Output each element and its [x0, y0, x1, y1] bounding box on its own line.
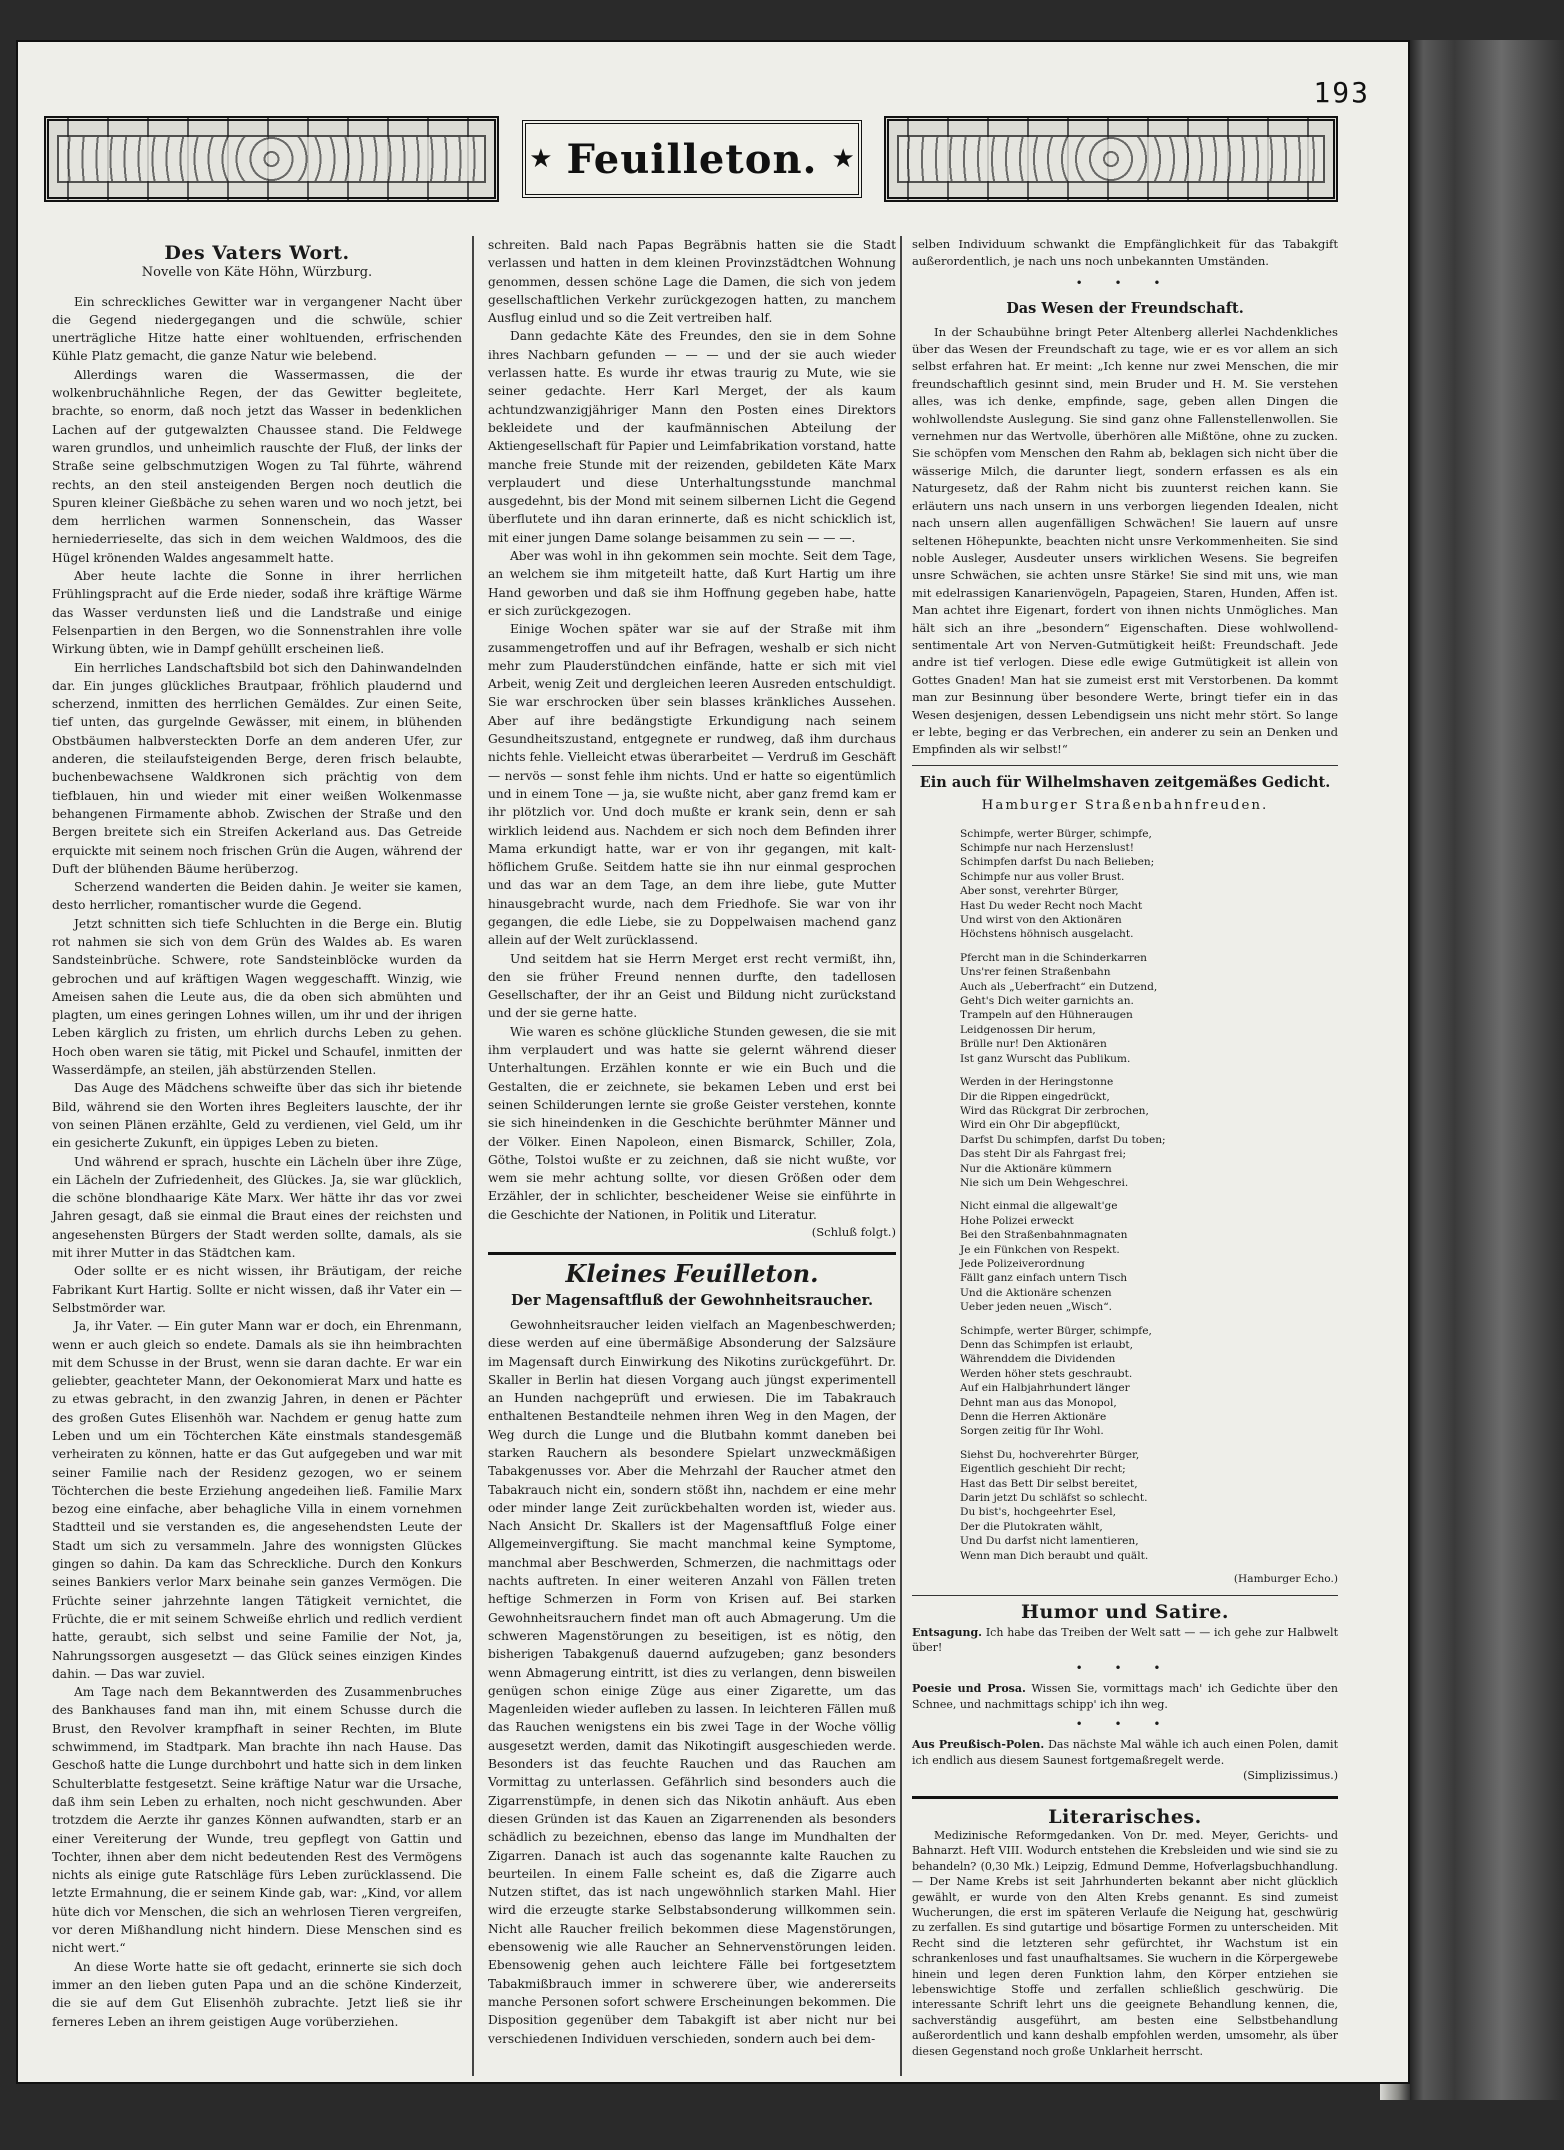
poem-source: (Hamburger Echo.)	[1233, 1573, 1338, 1586]
poem-line: Bei den Straßenbahnmagnaten	[960, 1229, 1128, 1242]
humor-item-head: Aus Preußisch-Polen.	[912, 1738, 1045, 1752]
poem-line: Auf ein Halbjahrhundert länger	[960, 1382, 1130, 1395]
section-rule	[912, 765, 1338, 766]
poem-stanza	[960, 951, 1338, 1066]
poem	[960, 827, 1338, 1587]
section-rule	[488, 1252, 896, 1255]
column-3	[912, 236, 1338, 2059]
article-body: Gewohnheitsraucher leiden vielfach an Magenbeschwerden; diese werden auf eine übermäßige Absonderung der Salzsäure im Magensaft durch Einwirkung des Nikotins zurückgeführt. Dr. Skaller in Berlin hat diesen Vorgang auch jüngst experimentell an Hunden nachgeprüft und erwiesen. Die im Tabakrauch enthaltenen Bestandteile nehmen ihren Weg in den Magen, der Weg durch die Lunge und die Blutbahn kommt daneben bei starken Rauchern als besondere Spielart unzweckmäßigen Tabakgenusses vor. Aber die Mehrzahl der Raucher atmet den Tabakrauch nicht ein, sondern stößt ihn, nachdem er eine mehr oder minder lange Zeit zurückbehalten worden ist, wieder aus. Nach Ansicht Dr. Skallers ist der Magensaftfluß Folge einer Allgemeinvergiftung. Sie macht manchmal keine Symptome, manchmal aber Beschwerden, Schmerzen, die nachmittags oder nachts auftreten. In einer weiteren Anzahl von Fällen treten heftige Schmerzen in Form von Krisen auf. Bei starken Gewohnheitsrauchern findet man oft auch Abmagerung. Um die schweren Magenstörungen zu beseitigen, ist es nötig, den bisherigen Tabakgenuß dauernd aufzugeben; ganz besonders wenn Abmagerung eintritt, ist dies zu verlangen, denn bisweilen genügen schon einige Züge aus einer Zigarette, um das Magenleiden wieder aufleben zu lassen. In leichteren Fällen muß das Rauchen wenigstens ein bis zwei Tage in der Woche völlig ausgesetzt werden, damit das Nikotingift ausgeschieden werde. Besonders ist das feuchte Rauchen und das Rauchen am Vormittag zu unterlassen. Gefährlich sind besonders auch die Zigarrenstümpfe, in denen sich das Nikotin anhäuft. Aus eben diesen Gründen ist das Kauen an Zigarrenenden als besonders schädlich zu bezeichnen, ebenso das lange im Mundhalten der Zigarren. Danach ist auch das sogenannte kalte Rauchen zu beurteilen. In einem Falle scheint es, daß die Zigarre auch Nutzen stiftet, das ist nach ungewöhnlich starken Mahl. Hier wird die erzeugte starke Selbstabsonderung willkommen sein. Nicht alle Raucher freilich bekommen diese Magenstörungen, ebensowenig wie alle Raucher an Sehnervenstörungen leiden. Ebensowenig gehen auch leichtere Fälle bei fortgesetztem Tabakmißbrauch immer in schwerere über, wie andererseits manche Personen sofort schwere Erscheinungen bekommen. Die Disposition gegenüber dem Tabakgift ist aber nicht nur bei verschiedenen Individuen verschieden, sondern auch bei dem-	[488, 1317, 896, 2046]
story-paragraph: Jetzt schnitten sich tiefe Schluchten in die Berge ein. Blutig rot nahmen sie sich von dem Grün des Waldes ab. Es waren Sandsteinbrüche. Schwere, rote Sandsteinblöcke wurden da gebrochen und auf kräftigen Wagen weggeschafft. Winzig, wie Ameisen sahen die Leute aus, die da oben sich abmühten und plagten, um eines geringen Lohnes willen, um ihr und der ihrigen Leben kärglich zu fristen, um ehrlich durchs Leben zu gehen. Hoch oben waren sie tätig, mit Pickel und Schaufel, inmitten der Wasserdämpfe, an steilen, jäh abstürzenden Stellen.	[52, 916, 462, 1078]
poem-line: Das steht Dir als Fahrgast frei;	[960, 1148, 1127, 1161]
article-title: Der Magensaftfluß der Gewohnheitsraucher.	[510, 1291, 874, 1309]
section-title-literarisches: Literarisches.	[1048, 1805, 1202, 1828]
column-divider	[900, 236, 902, 2076]
story-paragraph: Am Tage nach dem Bekanntwerden des Zusammenbruches des Bankhauses fand man ihn, mit einem Schusse durch die Brust, den Revolver krampfhaft in seiner Rechten, im Blute schwimmend, im Stadtpark. Man brachte ihn nach Hause. Das Geschoß hatte die Lunge durchbohrt und hatte sich in dem linken Schulterblatte festgesetzt. Seine kräftige Natur war die Ursache, daß ihm sein Leben zu erhalten, noch nicht geschwunden. Aber trotzdem die Aerzte ihr ganzes Können aufwandten, starb er an einer Vereiterung der Wunde, treu gepflegt von Gattin und Tochter, ihnen aber dem nicht bedeutenden Rest des Vermögens nichts als einige gute Ratschläge fürs Leben zurücklassend. Die letzte Ermahnung, die er seinem Kinde gab, war: „Kind, vor allem hüte dich vor Menschen, die sich an wehrlosen Tieren vergreifen, vor deren Mißhandlung nicht hindern. Diese Menschen sind es nicht wert.“	[52, 1685, 462, 1956]
star-icon: ★	[529, 144, 553, 174]
separator-dots: • • •	[1075, 275, 1175, 290]
poem-stanza	[960, 1448, 1338, 1563]
poem-line: Werden in der Heringstonne	[960, 1076, 1114, 1089]
section-rule	[912, 1595, 1338, 1596]
ornament-left	[44, 116, 499, 202]
book-spine	[1408, 40, 1564, 2100]
poem-line: Siehst Du, hochverehrter Bürger,	[960, 1448, 1140, 1461]
story-paragraph: Und während er sprach, huschte ein Lächeln über ihre Züge, ein Lächeln der Zufriedenheit, des Glückes. Ja, sie war glücklich, die schöne blondhaarige Käte Marx. Wer hätte ihr das vor zwei Jahren gesagt, daß sie einmal die Braut eines der reichsten und angesehensten Bürgers der Stadt werden sollte, damals, als sie mit ihrer Mutter in das Städtchen kam.	[52, 1154, 462, 1261]
star-icon: ★	[831, 144, 855, 174]
humor-source: (Simplizissimus.)	[1243, 1769, 1338, 1783]
poem-line: Uns'rer feinen Straßenbahn	[960, 966, 1111, 979]
humor-item-head: Poesie und Prosa.	[912, 1682, 1026, 1696]
poem-line: Schimpfe, werter Bürger, schimpfe,	[960, 827, 1152, 840]
poem-line: Nur die Aktionäre kümmern	[960, 1162, 1112, 1175]
article-title: Das Wesen der Freundschaft.	[1006, 300, 1244, 318]
story-paragraph: Das Auge des Mädchens schweifte über das sich ihr bietende Bild, während sie den Worten ihres Begleiters lauschte, der ihr von seinen Plänen erzählte, Geld zu verdienen, viel Geld, um ihr ein gesicherte Zukunft, ein üppiges Leben zu bieten.	[52, 1081, 462, 1151]
poem-line: Schimpfen darfst Du nach Belieben;	[960, 856, 1155, 869]
poem-stanza	[960, 1324, 1338, 1439]
poem-line: Der die Plutokraten wählt,	[960, 1520, 1103, 1533]
poem-line: Dir die Rippen eingedrückt,	[960, 1090, 1110, 1103]
humor-item-text: Ich habe das Treiben der Welt satt — — ich gehe zur Halbwelt über!	[912, 1625, 1338, 1655]
poem-line: Jede Polizeiverordnung	[960, 1257, 1085, 1270]
story-paragraph: An diese Worte hatte sie oft gedacht, erinnerte sie sich doch immer an den lieben guten Papa und an die schöne Kinderzeit, die sie auf dem Gut Elisenhöh zubrachte. Jetzt ließ sie ihr ferneres Leben an ihrem geistigen Auge vorüberziehen.	[52, 1959, 462, 2029]
section-title-humor: Humor und Satire.	[1021, 1600, 1229, 1623]
section-rule	[912, 1796, 1338, 1799]
poem-line: Schimpfe, werter Bürger, schimpfe,	[960, 1324, 1152, 1337]
poem-line: Wird ein Ohr Dir abgepflückt,	[960, 1119, 1121, 1132]
story-paragraph: schreiten. Bald nach Papas Begräbnis hatten sie die Stadt verlassen und hatten in dem kleinen Provinzstädtchen Wohnung genommen, dessen schöne Lage die Damen, die sich von jedem gesellschaftlichen Verkehr zurückgezogen hatten, zu manchem Ausflug einlud und so die Zeit vertreiben half.	[488, 238, 896, 326]
poem-stanza	[960, 827, 1338, 942]
poem-stanza	[960, 1199, 1338, 1314]
separator-dots: • • •	[1075, 1716, 1175, 1731]
poem-line: Eigentlich geschieht Dir recht;	[960, 1463, 1126, 1476]
story-title: Des Vaters Wort.	[164, 242, 350, 264]
poem-line: Wird das Rückgrat Dir zerbrochen,	[960, 1104, 1149, 1117]
literature-review: Medizinische Reformgedanken. Von Dr. med. Meyer, Gerichts- und Bahnarzt. Heft VIII. Wodurch entstehen die Krebsleiden und wie sind sie zu behandeln? (0,30 Mk.) Leipzig, Edmund Demme, Hofverlagsbuchhandlung. — Der Name Krebs ist seit Jahrhunderten bekannt aber nicht glücklich gewählt, er wurde von den Alten Krebs genannt. Es sind zumeist Wucherungen, die erst im späteren Verlaufe die Neigung hat, geschwürig zu zerfallen. Es sind gutartige und bösartige Formen zu unterscheiden. Mit Recht sind die letzteren sehr gefürchtet, ihr Wachstum ist ein schrankenloses und fast unaufhaltsames. Sie wuchern in die Körpergewebe hinein und legen deren Funktion lahm, den Körper entziehen sie lebenswichtige Stoffe und zerfallen schließlich geschwürig. Die interessante Schrift lehrt uns die geeignete Behandlung kennen, die, sachverständig ausgeführt, am besten eine Selbstbehandlung außerordentlich und kann deshalb empfohlen werden, umsomehr, als über diesen Gegenstand noch große Unklarheit herrscht.	[912, 1828, 1338, 2058]
poem-line: Und wirst von den Aktionären	[960, 914, 1122, 927]
poem-line: Nie sich um Dein Wehgeschrei.	[960, 1176, 1129, 1189]
poem-line: Du bist's, hochgeehrter Esel,	[960, 1506, 1116, 1519]
humor-item-head: Entsagung.	[912, 1625, 982, 1639]
poem-line: Fällt ganz einfach untern Tisch	[960, 1272, 1128, 1285]
separator-dots: • • •	[1075, 1660, 1175, 1675]
story-paragraph: Oder sollte er es nicht wissen, ihr Bräutigam, der reiche Fabrikant Kurt Hartig. Sollte er nicht wissen, daß ihr Vater ein — Selbstmörder war.	[52, 1264, 462, 1315]
poem-line: Ueber jeden neuen „Wisch“.	[960, 1301, 1113, 1314]
story-paragraph: Allerdings waren die Wassermassen, die der wolkenbruchähnliche Regen, der das Gewitter begleitete, brachte, so enorm, daß noch jetzt das Wasser in bedenklichen Lachen auf der gutgewalzten Chaussee stand. Die Feldwege waren grundlos, und unheimlich rauschte der Fluß, der links der Straße seine gelbschmutzigen Wogen zu Tal führte, während rechts, an den steil ansteigenden Bergen noch deutlich die Spuren kleiner Gießbäche zu sehen waren und wo noch jetzt, bei dem herrlichen warmen Sonnenschein, das Wasser herniederrieselte, das sich in dem weichen Waldmoos, des die Hügel krönenden Waldes angesammelt hatte.	[52, 367, 462, 565]
story-paragraph: Dann gedachte Käte des Freundes, den sie in dem Sohne ihres Nachbarn gefunden — — — und der sie auch wieder verlassen hatte. Es wurde ihr etwas traurig zu Mute, wie sie seiner gedachte. Herr Karl Merget, der als kaum achtundzwanzigjähriger Mann den Posten eines Direktors bekleidete und der kaufmännischen Abteilung der Aktiengesellschaft für Papier und Leimfabrikation vorstand, hatte manche freie Stunde mit der reizenden, gebildeten Käte Marx verplaudert und diese Unterhaltungsstunde manchmal ausgedehnt, bis der Mond mit seinem silbernen Licht die Gegend überflutete und ihn daran erinnerte, daß es nicht schicklich ist, mit einer jungen Dame solange beisammen zu sein — — —.	[488, 329, 896, 545]
humor-item-text: Das nächste Mal wähle ich auch einen Polen, damit ich endlich aus diesem Saunest fortgemaßregelt werde.	[912, 1738, 1338, 1767]
poem-line: Sorgen zeitig für Ihr Wohl.	[960, 1425, 1104, 1438]
story-paragraph: Und seitdem hat sie Herrn Merget erst recht vermißt, ihn, den sie früher Freund nennen durfte, den tadellosen Gesellschafter, der ihr an Geist und Bildung nicht zurückstand und der sie gerne hatte.	[488, 951, 896, 1021]
poem-line: Darfst Du schimpfen, darfst Du toben;	[960, 1133, 1166, 1146]
poem-line: Auch als „Ueberfracht“ ein Dutzend,	[960, 980, 1158, 993]
poem-line: Nicht einmal die allgewalt'ge	[960, 1200, 1118, 1213]
poem-line: Denn die Herren Aktionäre	[960, 1411, 1107, 1424]
poem-line: Währenddem die Dividenden	[960, 1353, 1116, 1366]
humor-item-text: Wissen Sie, vormittags mach' ich Gedichte über den Schnee, und nachmittags schipp' ich ihn weg.	[912, 1682, 1338, 1711]
story-paragraph: Ein schreckliches Gewitter war in vergangener Nacht über die Gegend niedergegangen und die schwüle, schier unerträgliche Hitze hatte einer wohltuenden, erfrischenden Kühle Platz gemacht, die ganze Natur wie belebend.	[52, 294, 462, 364]
poem-line: Hohe Polizei erweckt	[960, 1214, 1074, 1227]
story-paragraph: Ein herrliches Landschaftsbild bot sich den Dahinwandelnden dar. Ein junges glückliches Brautpaar, fröhlich plaudernd und scherzend, inmitten des herrlichen Gemäldes. Zur einen Seite, tief unten, das gurgelnde Gewässer, mit einem, in blühenden Obstbäumen halbversteckten Dorfe an dem anderen Ufer, zur anderen, die steilaufsteigenden Berge, deren frisch belaubte, buchenbewachsene Waldkronen sich prächtig von dem tiefblauen, hin und wieder mit einer weißen Wolkenmasse behangenen Firmamente abhob. Zwischen der Straße und den Bergen breitete sich ein Streifen Ackerland aus. Das Getreide erquickte mit seinem noch frischen Grün die Augen, während der Duft der blühenden Bäume herüberzog.	[52, 660, 462, 876]
header-title-box	[522, 120, 862, 198]
column-1	[52, 236, 462, 2031]
poem-line: Und Du darfst nicht lamentieren,	[960, 1535, 1139, 1548]
poem-subtitle: Hamburger Straßenbahnfreuden.	[981, 798, 1269, 814]
poem-line: Geht's Dich weiter garnichts an.	[960, 995, 1134, 1008]
poem-line: Dehnt man aus das Monopol,	[960, 1396, 1117, 1409]
story-paragraph: Aber heute lachte die Sonne in ihrer herrlichen Frühlingspracht auf die Erde nieder, sodaß ihre kräftige Wärme das Wasser verdunsten ließ und die Landstraße und einige Felsenpartien in den Bergen, wo die Sonnenstrahlen ihre volle Wirkung übten, wie in Dampf gehüllt erscheinen ließ.	[52, 569, 462, 657]
story-paragraph: Ja, ihr Vater. — Ein guter Mann war er doch, ein Ehrenmann, wenn er auch gleich so endete. Damals als sie ihn heimbrachten mit dem Schusse in der Brust, wenn sie daran dachte. Er war ein geliebter, geachteter Mann, der Oekonomierat Marx und hatte es zu etwas gebracht, in den zwanzig Jahren, in denen er Pächter des großen Gutes Elisenhöh war. Nachdem er genug hatte zum Leben und um ein Töchterchen Käte einstmals standesgemäß verheiraten zu können, hatte er das Gut aufgegeben und war mit seiner Familie nach der Residenz gezogen, wo er seinem Töchterchen die beste Erziehung angedeihen ließ. Familie Marx bezog eine einfache, aber behagliche Villa in einem vornehmen Stadtteil und sie verstanden es, die angesehendsten Leute der Stadt um sich zu versammeln. Jahre des wonnigsten Glückes gingen so dahin. Da kam das Schreckliche. Durch den Konkurs seines Bankiers verlor Marx beinahe sein ganzes Vermögen. Die Früchte seiner jahrzehnte langen Tätigkeit vernichtet, die Früchte, die er mit seinem Schweiße ehrlich und redlich verdient hatte, geraubt, sich selbst und seine Familie der Not, ja, Nahrungssorgen ausgesetzt — das Glück seines einzigen Kindes dahin. — Das war zuviel.	[52, 1319, 462, 1681]
story-byline: Novelle von Käte Höhn, Würzburg.	[141, 265, 373, 281]
feuilleton-header	[44, 116, 1338, 202]
newspaper-page	[18, 42, 1408, 2082]
poem-line: Hast Du weder Recht noch Macht	[960, 899, 1143, 912]
article-body: selben Individuum schwankt die Empfänglichkeit für das Tabakgift außerordentlich, je nach uns noch unbekannten Umständen.	[912, 237, 1338, 269]
poem-title: Ein auch für Wilhelmshaven zeitgemäßes Gedicht.	[919, 773, 1331, 791]
poem-line: Leidgenossen Dir herum,	[960, 1023, 1096, 1036]
humor-item	[912, 1681, 1338, 1712]
column-divider	[472, 236, 474, 2076]
article-body: In der Schaubühne bringt Peter Altenberg allerlei Nachdenkliches über das Wesen der Freundschaft zu tage, wie er es vor allem an sich selbst erfahren hat. Er meint: „Ich kenne nur zwei Menschen, die mir freundschaftlich gesinnt sind, mein Bruder und H. M. Sie verstehen alles, was ich denke, empfinde, sage, geben allen Dingen die wohlwollendste Auslegung. Sie sind ganz ohne Fallenstellenwollen. Sie vernehmen nur das Wertvolle, überhören alle Mißtöne, ohne zu zucken. Sie schöpfen vom Menschen den Rahm ab, beklagen sich nicht über die wässerige Milch, die darunter liegt, sondern erfassen es als ein Naturgesetz, daß der Rahm nicht bis zuunterst reichen kann. Sie erläutern uns nach unsern in uns verborgen liegenden Idealen, nicht nach unsern allen augenfälligen Schwächen! Sie lauern auf unsre seltenen Höhepunkte, beachten nicht unsre Verkommenheiten. Sie sind noble Ausleger, Ausdeuter unsers wirklichen Wesens. Sie begreifen unsre Schwächen, sie achten unsre Stärke! Sie sind mit uns, wie man mit edelrassigen Kanarienvögeln, Papageien, Staren, Hunden, Affen ist. Man achtet ihre Eigenart, fordert von ihnen nichts Unmögliches. Man hält sich an ihre „besondern“ Eigenschaften. Diese wohlwollend-sentimentale Art von Nerven-Gutmütigkeit heißt: Freundschaft. Jede andre ist tief verlogen. Diese edle ewige Gutmütigkeit ist allein von Gottes Gnaden! Man hat sie zumeist erst mit Verstorbenen. Da kommt man zur Besinnung über besondere Werte, bringt tiefer ein in das Wesen desjenigen, dessen Lebendigsein uns nicht mehr stört. So lange er lebte, beging er das Verbrechen, ein anderer zu sein an Denken und Empfinden als wir selbst!“	[912, 324, 1338, 757]
poem-line: Darin jetzt Du schläfst so schlecht.	[960, 1492, 1148, 1505]
page-title: Feuilleton.	[566, 135, 818, 183]
humor-item	[912, 1625, 1338, 1656]
poem-line: Pfercht man in die Schinderkarren	[960, 951, 1147, 964]
continuation-note: (Schluß folgt.)	[811, 1225, 896, 1240]
poem-stanza	[960, 1075, 1338, 1190]
story-paragraph: Scherzend wanderten die Beiden dahin. Je weiter sie kamen, desto herrlicher, romantischer wurde die Gegend.	[52, 880, 462, 913]
poem-line: Hast das Bett Dir selbst bereitet,	[960, 1477, 1138, 1490]
humor-item	[912, 1737, 1338, 1768]
poem-line: Brülle nur! Den Aktionären	[960, 1038, 1107, 1051]
page-number: 193	[1313, 76, 1370, 109]
poem-line: Wenn man Dich beraubt und quält.	[960, 1549, 1149, 1562]
poem-line: Denn das Schimpfen ist erlaubt,	[960, 1339, 1134, 1351]
poem-line: Und die Aktionäre schenzen	[960, 1286, 1112, 1299]
poem-line: Schimpfe nur nach Herzenslust!	[960, 842, 1134, 854]
poem-line: Trampeln auf den Hühneraugen	[960, 1009, 1133, 1022]
section-title-kleines-feuilleton: Kleines Feuilleton.	[565, 1259, 819, 1289]
poem-line: Ist ganz Wurscht das Publikum.	[960, 1052, 1131, 1065]
poem-line: Höchstens höhnisch ausgelacht.	[960, 928, 1134, 941]
poem-line: Werden höher stets geschraubt.	[960, 1367, 1133, 1380]
column-2	[488, 236, 896, 2048]
ornament-right	[884, 116, 1338, 202]
poem-line: Schimpfe nur aus voller Brust.	[960, 870, 1125, 883]
poem-line: Aber sonst, verehrter Bürger,	[960, 885, 1119, 898]
story-paragraph: Aber was wohl in ihn gekommen sein mochte. Seit dem Tage, an welchem sie ihm mitgeteilt hatte, daß Kurt Hartig um ihre Hand geworben und daß sie ihm Hoffnung gegeben habe, hatte er sich zurückgezogen.	[488, 549, 896, 618]
story-paragraph: Einige Wochen später war sie auf der Straße mit ihm zusammengetroffen und auf ihr Befragen, weshalb er sich nicht mehr zum Plauderstündchen einfände, hatte er sich mit viel Arbeit, wenig Zeit und dergleichen leeren Ausreden entschuldigt. Sie war erschrocken über sein blasses kränkliches Aussehen. Aber auf ihre bedängstigte Erkundigung nach seinem Gesundheitszustand, entgegnete er rundweg, daß ihm durchaus nichts fehle. Vielleicht etwas überarbeitet — Verdruß im Geschäft — nervös — sonst fehle ihm nichts. Und er hatte so eigentümlich und in einem Tone — ja, sie wußte nicht, aber ganz fremd kam er ihr plötzlich vor. Und doch mußte er krank sein, denn er sah wirklich leidend aus. Nachdem er sich noch dem Befinden ihrer Mama erkundigt hatte, war er von ihr gegangen, mit kalt-höflichem Gruße. Seitdem hatte sie ihn nur einmal gesprochen und das war an dem Tage, an dem ihre liebe, gute Mutter hinausgebracht wurde, nach dem Friedhofe. Sie war von ihr gegangen, die edle Liebe, sie zu Doppelwaisen machend ganz allein auf der Welt zurücklassend.	[488, 622, 896, 948]
story-paragraph: Wie waren es schöne glückliche Stunden gewesen, die sie mit ihm verplaudert und was hatte sie gelernt während dieser Unterhaltungen. Erzählen konnte er wie ein Buch und die Gestalten, die er zeichnete, sie bekamen Leben und erst bei seinen Schilderungen lernte sie große Geister verstehen, konnte sie sich hineindenken in die Geschichte berühmter Männer und der Völker. Einen Napoleon, einen Bismarck, Schiller, Zola, Göthe, Tolstoi wußte er zu zeichnen, daß sie nicht wußte, vor wem sie mehr achtung sollte, vor diesen Größen oder dem Erzähler, der in schlichter, bescheidener Weise sie einführte in die Geschichte der Nationen, in Politik und Literatur.	[488, 1024, 896, 1222]
poem-line: Je ein Fünkchen von Respekt.	[960, 1243, 1120, 1256]
